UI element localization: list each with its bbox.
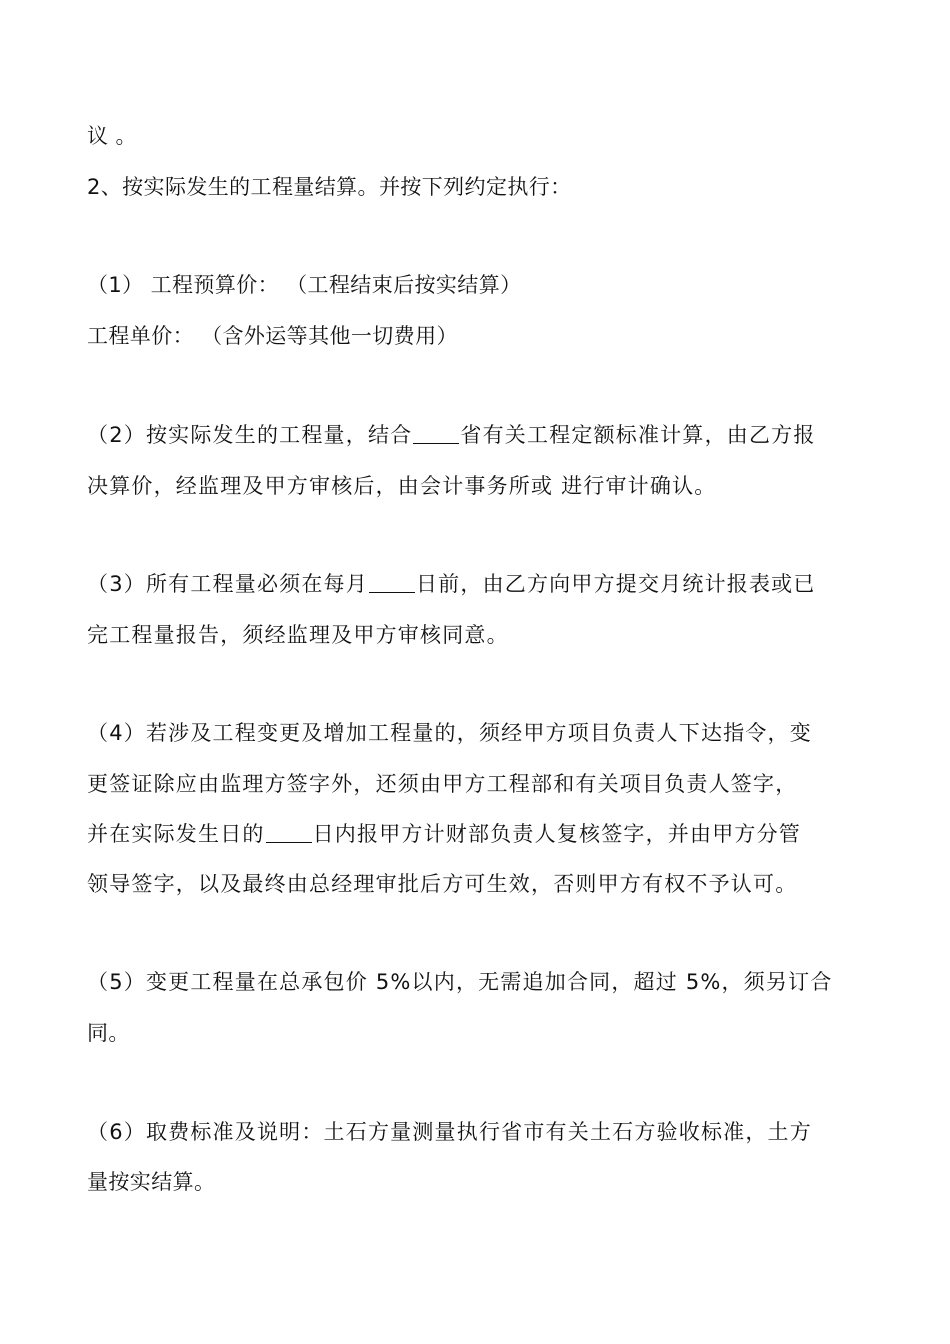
- item-3-text-before-blank: （3）所有工程量必须在每月: [87, 572, 368, 596]
- clause-2-heading: 2、按实际发生的工程量结算。并按下列约定执行：: [87, 175, 572, 199]
- province-blank-field: [413, 421, 459, 444]
- item-1-unit-price: 工程单价： （含外运等其他一切费用）: [87, 324, 458, 348]
- item-4-line-1: （4）若涉及工程变更及增加工程量的，须经甲方项目负责人下达指令，变: [87, 721, 812, 745]
- day-of-month-blank-field: [369, 570, 415, 593]
- item-3-line-1: [87, 569, 877, 599]
- item-4-line-3: [87, 819, 877, 849]
- paragraph-line-continuation: 议 。: [87, 124, 137, 148]
- days-blank-field: [266, 820, 312, 843]
- item-2-line-2: 决算价，经监理及甲方审核后，由会计事务所或 进行审计确认。: [87, 474, 717, 498]
- item-5-line-1: （5）变更工程量在总承包价 5%以内，无需追加合同，超过 5%，须另订合: [87, 970, 833, 994]
- item-3-text-after-blank: 日前，由乙方向甲方提交月统计报表或已: [415, 572, 816, 596]
- item-4-line-4: 领导签字，以及最终由总经理审批后方可生效，否则甲方有权不予认可。: [87, 872, 798, 896]
- item-4-line-2: 更签证除应由监理方签字外，还须由甲方工程部和有关项目负责人签字，: [87, 772, 798, 796]
- item-6-line-1: （6）取费标准及说明：土石方量测量执行省市有关土石方验收标准，土方: [87, 1120, 812, 1144]
- item-2-text-before-blank: （2）按实际发生的工程量，结合: [87, 423, 413, 447]
- item-2-text-after-blank: 省有关工程定额标准计算，由乙方报: [460, 423, 816, 447]
- item-6-line-2: 量按实结算。: [87, 1170, 216, 1194]
- item-4-text-after-blank: 日内报甲方计财部负责人复核签字，并由甲方分管: [312, 822, 802, 846]
- item-1-budget-price: （1） 工程预算价： （工程结束后按实结算）: [87, 273, 522, 297]
- item-4-text-before-blank: 并在实际发生日的: [87, 822, 265, 846]
- item-5-line-2: 同。: [87, 1021, 130, 1045]
- item-3-line-2: 完工程量报告，须经监理及甲方审核同意。: [87, 623, 509, 647]
- item-2-line-1: [87, 420, 877, 450]
